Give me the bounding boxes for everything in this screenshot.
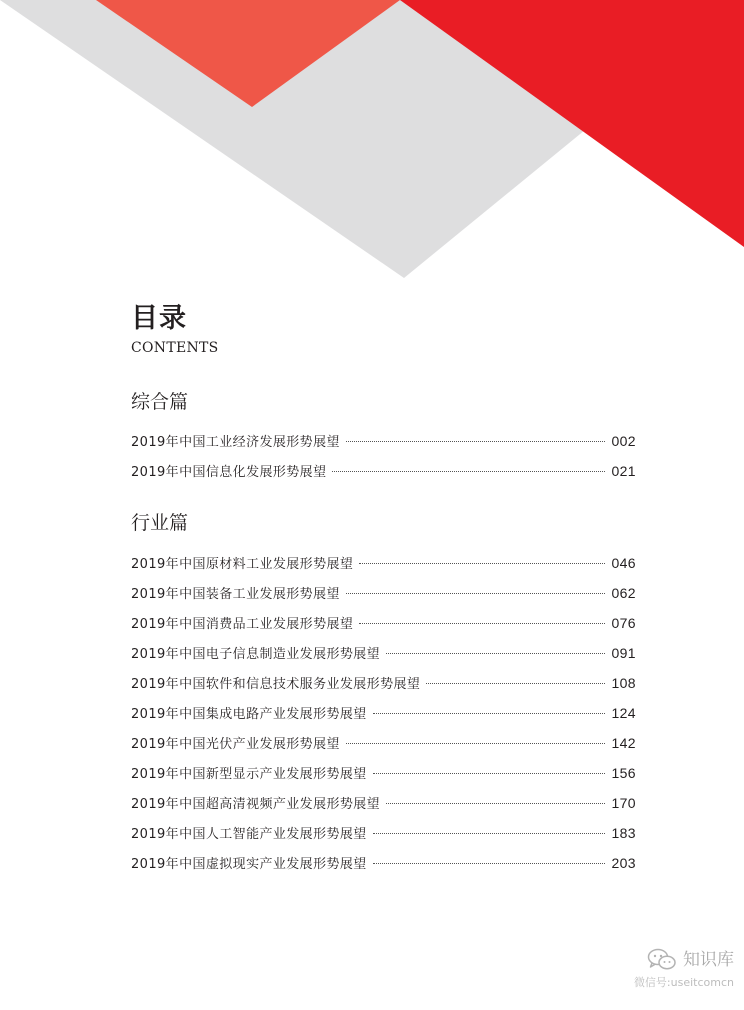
toc-entry-page: 170 xyxy=(611,795,636,811)
dot-leader xyxy=(386,653,605,654)
page-subtitle: CONTENTS xyxy=(131,340,219,356)
toc-entry-title: 2019年中国原材料工业发展形势展望 xyxy=(131,557,354,572)
page-title: 目录 xyxy=(131,303,187,334)
toc-entry-title: 2019年中国超高清视频产业发展形势展望 xyxy=(131,797,381,812)
toc-entry[interactable] xyxy=(131,674,636,704)
dot-leader xyxy=(386,803,605,804)
toc-entry-page: 062 xyxy=(611,585,636,601)
dot-leader xyxy=(373,833,606,834)
section-title-industry: 行业篇 xyxy=(131,512,189,534)
watermark-account: 微信号:useitcomcn xyxy=(633,976,734,989)
dot-leader xyxy=(373,713,606,714)
toc-entry[interactable] xyxy=(131,824,636,854)
toc-entry[interactable] xyxy=(131,614,636,644)
toc-entry-title: 2019年中国光伏产业发展形势展望 xyxy=(131,737,340,752)
dot-leader xyxy=(426,683,605,684)
dot-leader xyxy=(346,593,606,594)
watermark-brand: 知识库 xyxy=(683,950,734,970)
toc-entry-title: 2019年中国装备工业发展形势展望 xyxy=(131,587,340,602)
wechat-icon xyxy=(647,948,677,972)
toc-entry[interactable] xyxy=(131,704,636,734)
toc-entry-page: 203 xyxy=(611,855,636,871)
watermark xyxy=(634,948,734,990)
dot-leader xyxy=(346,441,606,442)
toc-entry-page: 002 xyxy=(611,433,636,449)
toc-entry[interactable] xyxy=(131,734,636,764)
toc-entry-page: 108 xyxy=(611,675,636,691)
toc-entry[interactable] xyxy=(131,854,636,884)
toc-list-general xyxy=(131,432,636,492)
toc-entry-title: 2019年中国工业经济发展形势展望 xyxy=(131,435,340,450)
toc-entry[interactable] xyxy=(131,764,636,794)
toc-entry-page: 183 xyxy=(611,825,636,841)
toc-entry-page: 156 xyxy=(611,765,636,781)
toc-entry-title: 2019年中国人工智能产业发展形势展望 xyxy=(131,827,367,842)
toc-entry-page: 124 xyxy=(611,705,636,721)
section-title-general: 综合篇 xyxy=(131,391,189,413)
toc-entry-page: 076 xyxy=(611,615,636,631)
dot-leader xyxy=(346,743,606,744)
toc-entry-page: 091 xyxy=(611,645,636,661)
toc-entry[interactable] xyxy=(131,584,636,614)
toc-entry-title: 2019年中国新型显示产业发展形势展望 xyxy=(131,767,367,782)
toc-entry-title: 2019年中国集成电路产业发展形势展望 xyxy=(131,707,367,722)
toc-entry[interactable] xyxy=(131,432,636,462)
toc-entry-title: 2019年中国软件和信息技术服务业发展形势展望 xyxy=(131,677,421,692)
dot-leader xyxy=(373,863,606,864)
toc-entry[interactable] xyxy=(131,554,636,584)
dot-leader xyxy=(359,623,605,624)
toc-entry-title: 2019年中国虚拟现实产业发展形势展望 xyxy=(131,857,367,872)
toc-entry[interactable] xyxy=(131,462,636,492)
toc-entry-page: 021 xyxy=(611,463,636,479)
dot-leader xyxy=(359,563,605,564)
dot-leader xyxy=(332,471,605,472)
toc-entry[interactable] xyxy=(131,644,636,674)
header-decoration xyxy=(0,0,744,300)
dot-leader xyxy=(373,773,606,774)
toc-entry-page: 142 xyxy=(611,735,636,751)
toc-entry-title: 2019年中国信息化发展形势展望 xyxy=(131,465,327,480)
toc-entry-title: 2019年中国电子信息制造业发展形势展望 xyxy=(131,647,381,662)
toc-list-industry xyxy=(131,554,636,884)
toc-entry-page: 046 xyxy=(611,555,636,571)
toc-entry-title: 2019年中国消费品工业发展形势展望 xyxy=(131,617,354,632)
toc-entry[interactable] xyxy=(131,794,636,824)
